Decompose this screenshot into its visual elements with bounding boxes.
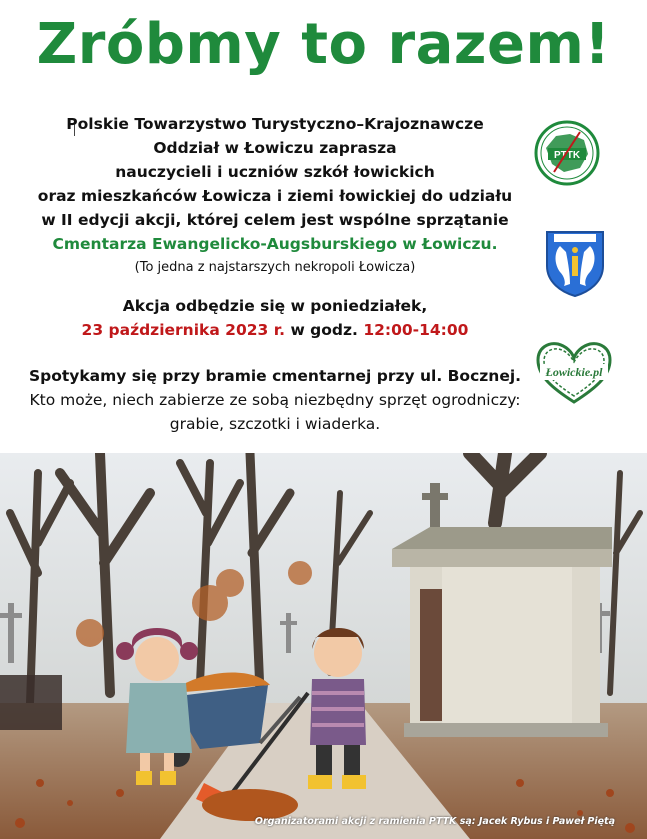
intro-line-2: Oddział w Łowiczu zaprasza bbox=[153, 139, 397, 157]
intro-line-5: w II edycji akcji, której celem jest wspólne sprzątanie bbox=[41, 211, 509, 229]
meeting-bring: Kto może, niech zabierze ze sobą niezbędny sprzęt ogrodniczy: bbox=[29, 391, 521, 409]
invitation-text bbox=[20, 112, 530, 436]
intro-line-3: nauczycieli i uczniów szkół łowickich bbox=[115, 163, 435, 181]
pttk-logo bbox=[534, 120, 600, 186]
page-title: Zróbmy to razem! bbox=[36, 12, 611, 77]
cemetery-name: Cmentarza Ewangelicko-Augsburskiego w Łowiczu. bbox=[52, 235, 498, 253]
coat-of-arms-icon bbox=[544, 228, 606, 298]
lowickie-logo bbox=[534, 340, 614, 404]
cemetery-photo bbox=[0, 453, 647, 839]
photo-credit: Organizatorami akcji z ramienia PTTK są: Jacek Rybus i Paweł Piętą bbox=[254, 816, 615, 827]
intro-line-4: oraz mieszkańców Łowicza i ziemi łowickiej do udziału bbox=[37, 187, 513, 205]
cemetery-note: (To jedna z najstarszych nekropoli Łowicza) bbox=[134, 260, 416, 275]
meeting-place: Spotykamy się przy bramie cmentarnej przy ul. Bocznej. bbox=[28, 367, 522, 385]
event-datetime bbox=[20, 318, 530, 342]
event-date: 23 października 2023 r. bbox=[81, 321, 286, 339]
event-intro: Akcja odbędzie się w poniedziałek, bbox=[122, 297, 428, 315]
event-time-prefix: w godz. bbox=[290, 321, 358, 339]
pttk-logo-text: PTTK bbox=[553, 150, 581, 161]
lowickie-logo-text: Łowickie.pl bbox=[545, 365, 603, 379]
event-time: 12:00-14:00 bbox=[363, 321, 469, 339]
intro-line-1: Polskie Towarzystwo Turystyczno–Krajoznawcze bbox=[66, 115, 484, 133]
meeting-tools: grabie, szczotki i wiaderka. bbox=[169, 415, 381, 433]
